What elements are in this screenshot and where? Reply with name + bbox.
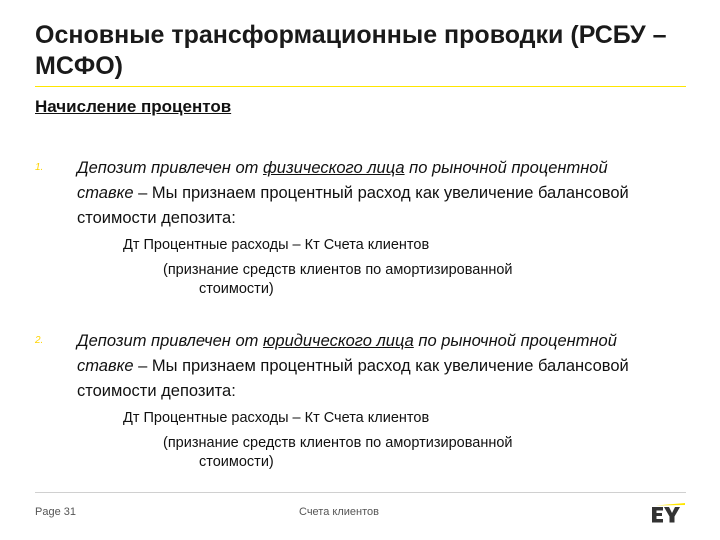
item-after-italic: по рыночной процентной ставке [77,332,617,375]
entry-note-line2: стоимости) [199,281,274,297]
entry-note [163,261,603,299]
item-lead-italic: Депозит привлечен от [77,159,263,177]
journal-entry: Дт Процентные расходы – Кт Счета клиентов [123,237,430,253]
list-item [35,156,675,299]
section-subtitle: Начисление процентов [35,97,232,116]
list-item-number: 1. [35,162,44,173]
footer-section-name: Счета клиентов [299,506,379,518]
entry-note-line2: стоимости) [199,454,274,470]
item-underlined-term: физического лица [262,159,405,177]
slide-title: Основные трансформационные проводки (РСБУ – МСФО) [35,21,667,80]
item-description: – Мы признаем процентный расход как увеличение балансовой стоимости депозита: [77,184,629,227]
list-item-text [77,156,657,231]
item-after-italic: по рыночной процентной ставке [77,159,608,202]
page-number: Page 31 [35,506,76,518]
entry-note-line1: (признание средств клиентов по амортизированной [163,435,513,451]
entry-note [163,434,603,472]
entry-note-line1: (признание средств клиентов по амортизированной [163,262,513,278]
ey-logo-icon [652,503,686,523]
footer-divider [35,492,686,493]
journal-entry: Дт Процентные расходы – Кт Счета клиентов [123,410,430,426]
item-underlined-term: юридического лица [262,332,414,350]
item-lead-italic: Депозит привлечен от [77,332,263,350]
title-divider [35,86,686,87]
list-item-text [77,329,657,404]
item-description: – Мы признаем процентный расход как увеличение балансовой стоимости депозита: [77,357,629,400]
list-item [35,329,675,472]
list-item-number: 2. [35,335,44,346]
